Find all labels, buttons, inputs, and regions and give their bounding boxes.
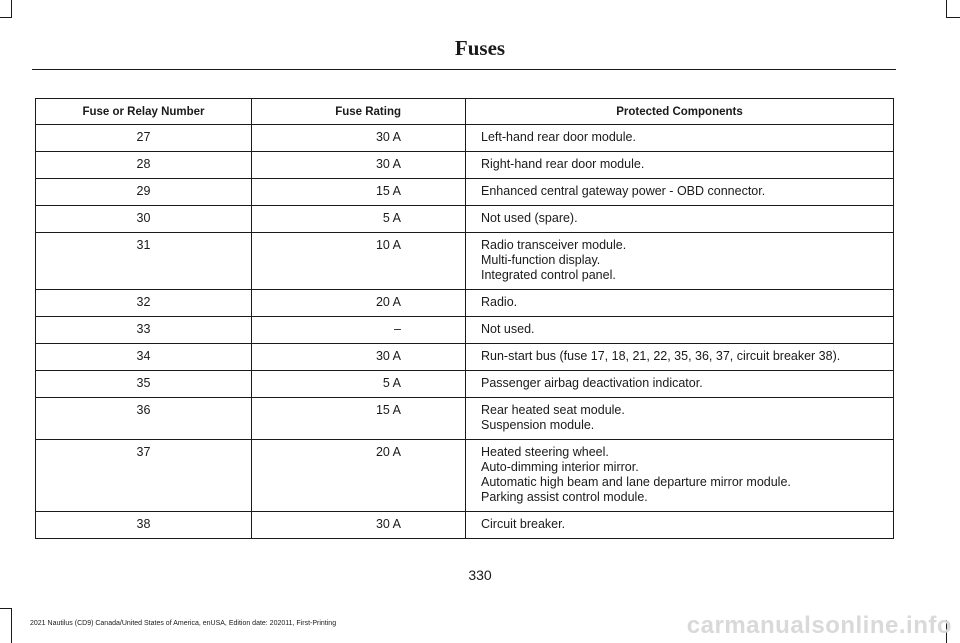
- component-line: Passenger airbag deactivation indicator.: [481, 376, 703, 390]
- protected-components: [466, 371, 894, 398]
- table-row: [36, 512, 894, 539]
- protected-components: [466, 344, 894, 371]
- component-line: Parking assist control module.: [481, 490, 648, 504]
- crop-mark-top-right-vertical: [946, 0, 947, 18]
- fuse-rating: 15 A: [252, 179, 466, 206]
- table-row: [36, 440, 894, 512]
- column-header-fuse-rating: Fuse Rating: [252, 99, 466, 125]
- component-line: Radio transceiver module.: [481, 238, 627, 252]
- protected-components: [466, 233, 894, 290]
- component-line: Right-hand rear door module.: [481, 157, 645, 171]
- edition-footer: 2021 Nautilus (CD9) Canada/United States of America, enUSA, Edition date: 202011, First-Printing: [30, 620, 337, 627]
- protected-components: [466, 125, 894, 152]
- component-line: Integrated control panel.: [481, 268, 616, 282]
- table-row: [36, 344, 894, 371]
- fuse-number: 27: [36, 125, 252, 152]
- fuse-rating: 30 A: [252, 125, 466, 152]
- component-line: Auto-dimming interior mirror.: [481, 460, 639, 474]
- column-header-protected-components: Protected Components: [466, 99, 894, 125]
- fuse-table: [35, 98, 894, 539]
- fuse-rating: 30 A: [252, 512, 466, 539]
- fuse-rating: 15 A: [252, 398, 466, 440]
- table-row: [36, 152, 894, 179]
- fuse-rating: –: [252, 317, 466, 344]
- page-title: Fuses: [454, 36, 506, 60]
- fuse-number: 31: [36, 233, 252, 290]
- table-row: [36, 398, 894, 440]
- component-line: Multi-function display.: [481, 253, 601, 267]
- fuse-number: 36: [36, 398, 252, 440]
- crop-mark-top-right-horizontal: [946, 17, 960, 18]
- component-line: Rear heated seat module.: [481, 403, 625, 417]
- title-rule: [32, 69, 896, 70]
- fuse-rating: 5 A: [252, 371, 466, 398]
- crop-mark-top-left-horizontal: [0, 17, 12, 18]
- fuse-rating: 5 A: [252, 206, 466, 233]
- fuse-number: 30: [36, 206, 252, 233]
- table-row: [36, 206, 894, 233]
- fuse-rating: 20 A: [252, 440, 466, 512]
- crop-mark-top-left-vertical: [11, 0, 12, 18]
- table-row: [36, 125, 894, 152]
- fuse-rating: 10 A: [252, 233, 466, 290]
- component-line: Suspension module.: [481, 418, 595, 432]
- component-line: Radio.: [481, 295, 518, 309]
- fuse-number: 34: [36, 344, 252, 371]
- protected-components: [466, 398, 894, 440]
- fuse-rating: 30 A: [252, 344, 466, 371]
- crop-mark-bottom-left-vertical: [11, 608, 12, 643]
- protected-components: [466, 179, 894, 206]
- fuse-number: 29: [36, 179, 252, 206]
- table-header-row: [36, 99, 894, 125]
- component-line: Heated steering wheel.: [481, 445, 609, 459]
- fuse-number: 28: [36, 152, 252, 179]
- table-row: [36, 317, 894, 344]
- protected-components: [466, 512, 894, 539]
- watermark: carmanualsonline.info: [686, 612, 952, 639]
- fuse-rating: 30 A: [252, 152, 466, 179]
- component-line: Left-hand rear door module.: [481, 130, 636, 144]
- column-header-fuse-number: Fuse or Relay Number: [36, 99, 252, 125]
- table-row: [36, 371, 894, 398]
- table-row: [36, 290, 894, 317]
- fuse-number: 38: [36, 512, 252, 539]
- table-row: [36, 179, 894, 206]
- protected-components: [466, 440, 894, 512]
- protected-components: [466, 206, 894, 233]
- protected-components: [466, 152, 894, 179]
- fuse-rating: 20 A: [252, 290, 466, 317]
- fuse-number: 33: [36, 317, 252, 344]
- protected-components: [466, 317, 894, 344]
- fuse-number: 37: [36, 440, 252, 512]
- fuse-number: 32: [36, 290, 252, 317]
- component-line: Not used.: [481, 322, 535, 336]
- fuse-number: 35: [36, 371, 252, 398]
- crop-mark-bottom-left-horizontal: [0, 608, 12, 609]
- table-row: [36, 233, 894, 290]
- page-number: 330: [468, 567, 492, 583]
- component-line: Run-start bus (fuse 17, 18, 21, 22, 35, 36, 37, circuit breaker 38).: [481, 349, 841, 363]
- protected-components: [466, 290, 894, 317]
- component-line: Automatic high beam and lane departure mirror module.: [481, 475, 791, 489]
- component-line: Circuit breaker.: [481, 517, 566, 531]
- component-line: Enhanced central gateway power - OBD connector.: [481, 184, 766, 198]
- component-line: Not used (spare).: [481, 211, 578, 225]
